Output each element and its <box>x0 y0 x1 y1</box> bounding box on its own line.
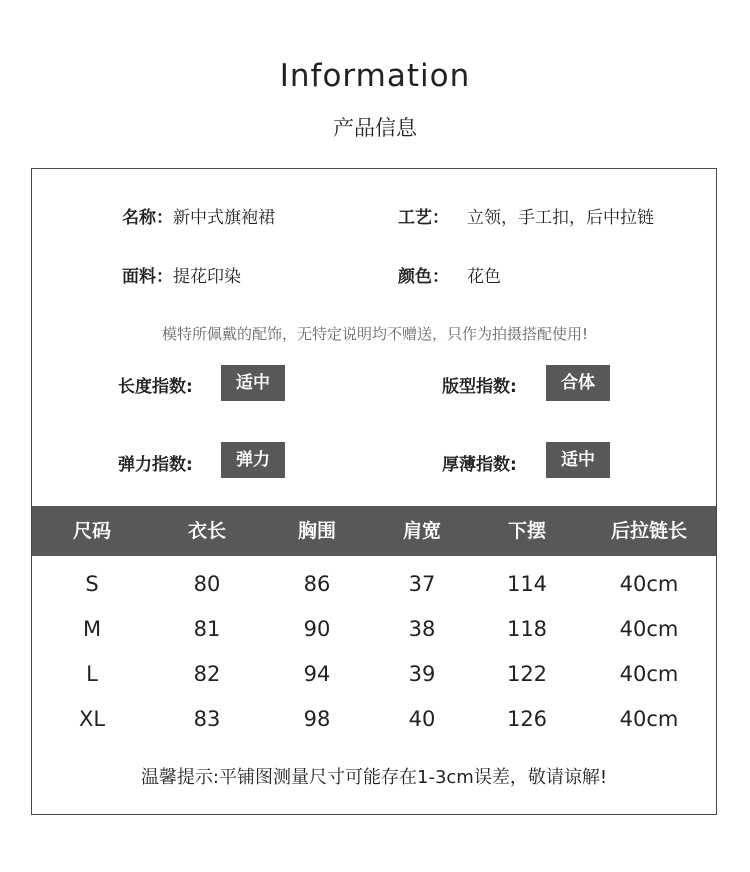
craft-label: 工艺： <box>398 208 449 228</box>
elasticity-index-badge: 弹力 <box>221 442 285 478</box>
table-cell: 94 <box>303 662 331 686</box>
header-size: 尺码 <box>72 520 111 542</box>
table-cell: 126 <box>506 707 548 731</box>
page-title: Information <box>279 58 471 94</box>
table-cell: 81 <box>193 617 221 641</box>
color-label: 颜色： <box>398 267 449 287</box>
color-field <box>398 262 501 287</box>
thickness-index-label: 厚薄指数: <box>442 455 517 475</box>
table-cell: L <box>86 662 98 686</box>
info-card <box>31 168 717 815</box>
name-value: 新中式旗袍裙 <box>173 208 275 228</box>
table-cell: 39 <box>408 662 436 686</box>
name-label: 名称： <box>122 208 173 228</box>
elasticity-index-label: 弹力指数: <box>118 455 193 475</box>
table-cell: 98 <box>303 707 331 731</box>
fabric-label: 面料： <box>122 267 173 287</box>
table-cell: 122 <box>506 662 548 686</box>
table-cell: S <box>85 572 99 596</box>
table-cell: 37 <box>408 572 436 596</box>
measurement-tip: 温馨提示:平铺图测量尺寸可能存在1-3cm误差，敬请谅解! <box>140 767 608 788</box>
table-cell: 90 <box>303 617 331 641</box>
fabric-value: 提花印染 <box>173 267 241 287</box>
craft-value: 立领，手工扣，后中拉链 <box>467 208 654 228</box>
accessory-note: 模特所佩戴的配饰，无特定说明均不赠送，只作为拍摄搭配使用! <box>161 325 589 343</box>
table-cell: M <box>82 617 102 641</box>
table-cell: XL <box>78 707 106 731</box>
table-cell: 83 <box>193 707 221 731</box>
table-cell: 80 <box>193 572 221 596</box>
table-cell: 114 <box>506 572 548 596</box>
craft-field <box>398 203 654 228</box>
header-zipper: 后拉链长 <box>610 520 687 542</box>
table-cell: 82 <box>193 662 221 686</box>
fit-index-badge: 合体 <box>546 365 610 401</box>
table-cell: 38 <box>408 617 436 641</box>
thickness-index-badge: 适中 <box>546 442 610 478</box>
table-cell: 86 <box>303 572 331 596</box>
table-cell: 40cm <box>619 617 679 641</box>
color-value: 花色 <box>467 267 501 287</box>
header-length: 衣长 <box>187 520 226 542</box>
table-cell: 40cm <box>619 707 679 731</box>
table-cell: 40cm <box>619 662 679 686</box>
table-row <box>32 652 716 697</box>
table-cell: 118 <box>506 617 548 641</box>
table-row <box>32 562 716 607</box>
table-row <box>32 607 716 652</box>
table-row <box>32 697 716 742</box>
table-cell: 40 <box>408 707 436 731</box>
header-shoulder: 肩宽 <box>402 520 441 542</box>
table-cell: 40cm <box>619 572 679 596</box>
size-table-header <box>32 506 716 556</box>
name-field <box>122 203 275 228</box>
header-hem: 下摆 <box>507 520 546 542</box>
fabric-field <box>122 262 241 287</box>
page-subtitle: 产品信息 <box>333 116 417 140</box>
length-index-label: 长度指数: <box>118 377 193 397</box>
header-bust: 胸围 <box>297 520 336 542</box>
fit-index-label: 版型指数: <box>442 377 517 397</box>
length-index-badge: 适中 <box>221 365 285 401</box>
